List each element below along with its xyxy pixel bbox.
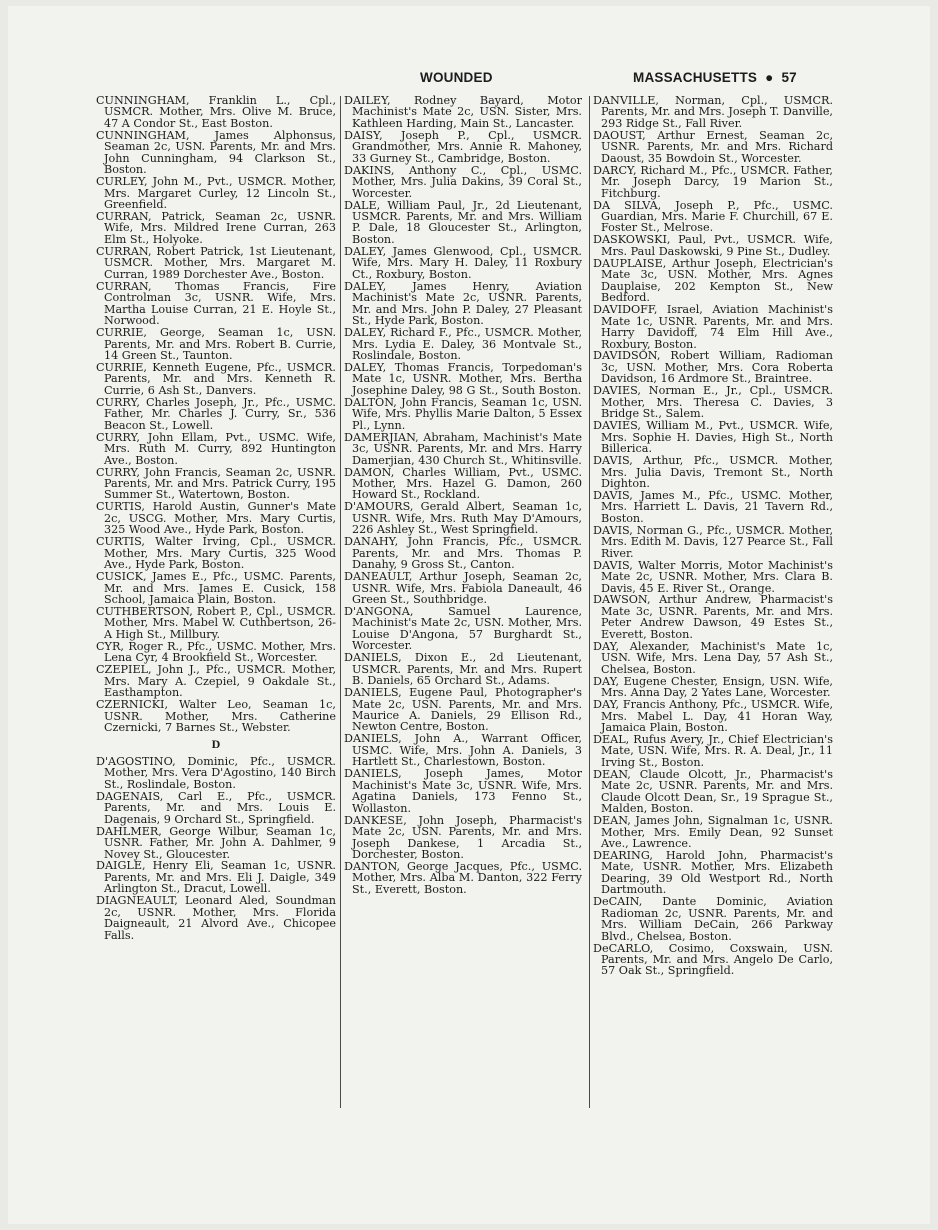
casualty-entry: CURRY, Charles Joseph, Jr., Pfc., USMC. Father, Mr. Charles J. Curry, Sr., 536 Beacon St., Lowell. xyxy=(96,395,336,432)
casualty-entry: DAKINS, Anthony C., Cpl., USMC. Mother, Mrs. Julia Dakins, 39 Coral St., Worcester. xyxy=(344,163,582,200)
casualty-entry: D'AMOURS, Gerald Albert, Seaman 1c, USNR. Wife, Mrs. Ruth May D'Amours, 226 Ashley St., West Springfield. xyxy=(344,500,582,537)
casualty-entry: CUNNINGHAM, James Alphonsus, Seaman 2c, USN. Parents, Mr. and Mrs. John Cunningham, 94 Clarkson St., Boston. xyxy=(96,128,336,177)
casualty-entry: CURTIS, Walter Irving, Cpl., USMCR. Mother, Mrs. Mary Curtis, 325 Wood Ave., Hyde Park, Boston. xyxy=(96,535,336,572)
casualty-entry: DANTON, George Jacques, Pfc., USMC. Mother, Mrs. Alba M. Danton, 322 Ferry St., Everett, Boston. xyxy=(344,859,582,896)
casualty-entry: DASKOWSKI, Paul, Pvt., USMCR. Wife, Mrs. Paul Daskowski, 9 Pine St., Dudley. xyxy=(593,233,833,258)
casualty-entry: CURRAN, Thomas Francis, Fire Controlman 3c, USNR. Wife, Mrs. Martha Louise Curran, 21 E. Hoyle St., Norwood. xyxy=(96,279,336,328)
casualty-entry: DAHLMER, George Wilbur, Seaman 1c, USNR. Father, Mr. John A. Dahlmer, 9 Novey St., Gloucester. xyxy=(96,824,336,861)
casualty-entry: DAY, Alexander, Machinist's Mate 1c, USN. Wife, Mrs. Lena Day, 57 Ash St., Chelsea, Boston. xyxy=(593,639,833,676)
casualty-entry: D'ANGONA, Samuel Laurence, Machinist's Mate 2c, USN. Mother, Mrs. Louise D'Angona, 57 Burghardt St., Worcester. xyxy=(344,604,582,653)
casualty-entry: CYR, Roger R., Pfc., USMC. Mother, Mrs. Lena Cyr, 4 Brookfield St., Worcester. xyxy=(96,639,336,665)
casualty-entry: CZERNICKI, Walter Leo, Seaman 1c, USNR. Mother, Mrs. Catherine Czernicki, 7 Barnes St., Webster. xyxy=(96,698,336,734)
casualty-entry: DANIELS, Eugene Paul, Photographer's Mate 2c, USN. Parents, Mr. and Mrs. Maurice A. Daniels, 29 Ellison Rd., Newton Centre, Boston. xyxy=(344,686,582,734)
casualty-entry: CURRY, John Francis, Seaman 2c, USNR. Parents, Mr. and Mrs. Patrick Curry, 195 Summer St., Watertown, Boston. xyxy=(96,465,336,502)
casualty-entry: DAUPLAISE, Arthur Joseph, Electrician's Mate 3c, USN. Mother, Mrs. Agnes Dauplaise, 202 Kempton St., New Bedford. xyxy=(593,256,833,305)
casualty-entry: CZEPIEL, John J., Pfc., USMCR. Mother, Mrs. Mary A. Czepiel, 9 Oakdale St., Easthampton. xyxy=(96,663,336,700)
casualty-entry: DANVILLE, Norman, Cpl., USMCR. Parents, Mr. and Mrs. Joseph T. Danville, 293 Ridge St., Fall River. xyxy=(593,94,833,130)
casualty-entry: DAGENAIS, Carl E., Pfc., USMCR. Parents, Mr. and Mrs. Louis E. Dagenais, 9 Orchard St., Springfield. xyxy=(96,789,336,826)
casualty-entry: DIAGNEAULT, Leonard Aled, Soundman 2c, USNR. Mother, Mrs. Florida Daigneault, 21 Alvord Ave., Chicopee Falls. xyxy=(96,894,336,942)
casualty-entry: DAVIES, Norman E., Jr., Cpl., USMCR. Mother, Mrs. Theresa C. Davies, 3 Bridge St., Salem. xyxy=(593,384,833,421)
state-and-page xyxy=(633,70,797,85)
casualty-entry: DEAN, Claude Olcott, Jr., Pharmacist's Mate 2c, USNR. Parents, Mr. and Mrs. Claude Olcott Dean, Sr., 19 Sprague St., Malden, Boston. xyxy=(593,767,833,816)
bullet-separator: ● xyxy=(765,70,774,85)
casualty-entry: CURRAN, Robert Patrick, 1st Lieutenant, USMCR. Mother, Mrs. Margaret M. Curran, 1989 Dorchester Ave., Boston. xyxy=(96,244,336,281)
casualty-entry: CURRIE, Kenneth Eugene, Pfc., USMCR. Parents, Mr. and Mrs. Kenneth R. Currie, 6 Ash St., Danvers. xyxy=(96,360,336,397)
casualty-entry: DEAL, Rufus Avery, Jr., Chief Electrician's Mate, USN. Wife, Mrs. R. A. Deal, Jr., 11 Irving St., Boston. xyxy=(593,732,833,769)
casualty-entry: DAY, Francis Anthony, Pfc., USMCR. Wife, Mrs. Mabel L. Day, 41 Horan Way, Jamaica Plain, Boston. xyxy=(593,698,833,734)
casualty-entry: DANIELS, Joseph James, Motor Machinist's Mate 3c, USNR. Wife, Mrs. Agatina Daniels, 173 Fenno St., Wollaston. xyxy=(344,767,582,815)
column-2 xyxy=(344,95,582,1115)
casualty-entry: DEARING, Harold John, Pharmacist's Mate, USNR. Mother, Mrs. Elizabeth Dearing, 39 Old Westport Rd., North Dartmouth. xyxy=(593,848,833,897)
casualty-entry: DAVIES, William M., Pvt., USMCR. Wife, Mrs. Sophie H. Davies, High St., North Billerica. xyxy=(593,419,833,456)
column-divider xyxy=(340,96,341,1108)
casualty-entry: DEAN, James John, Signalman 1c, USNR. Mother, Mrs. Emily Dean, 92 Sunset Ave., Lawrence. xyxy=(593,814,833,850)
casualty-entry: DA SILVA, Joseph P., Pfc., USMC. Guardian, Mrs. Marie F. Churchill, 67 E. Foster St., Melrose. xyxy=(593,198,833,235)
casualty-entry: DAY, Eugene Chester, Ensign, USN. Wife, Mrs. Anna Day, 2 Yates Lane, Worcester. xyxy=(593,674,833,700)
casualty-entry: DALEY, Thomas Francis, Torpedoman's Mate 1c, USNR. Mother, Mrs. Bertha Josephine Daley, 98 G St., South Boston. xyxy=(344,360,582,397)
casualty-entry: DeCAIN, Dante Dominic, Aviation Radioman 2c, USNR. Parents, Mr. and Mrs. William DeCain, 266 Parkway Blvd., Chelsea, Boston. xyxy=(593,895,833,943)
casualty-entry: CURRY, John Ellam, Pvt., USMC. Wife, Mrs. Ruth M. Curry, 892 Huntington Ave., Boston. xyxy=(96,430,336,467)
casualty-entry: DAMERJIAN, Abraham, Machinist's Mate 3c, USNR. Parents, Mr. and Mrs. Harry Damerjian, 430 Church St., Whitinsville. xyxy=(344,430,582,467)
casualty-entry: DALTON, John Francis, Seaman 1c, USN. Wife, Mrs. Phyllis Marie Dalton, 5 Essex Pl., Lynn. xyxy=(344,395,582,432)
casualty-entry: DAILEY, Rodney Bayard, Motor Machinist's Mate 2c, USN. Sister, Mrs. Kathleen Harding, Main St., Lancaster. xyxy=(344,94,582,130)
casualty-entry: DANEAULT, Arthur Joseph, Seaman 2c, USNR. Wife, Mrs. Fabiola Daneault, 46 Green St., Southbridge. xyxy=(344,570,582,606)
casualty-entry: DAVIS, Arthur, Pfc., USMCR. Mother, Mrs. Julia Davis, Tremont St., North Dighton. xyxy=(593,454,833,490)
column-divider xyxy=(589,96,590,1108)
casualty-entry: DALEY, James Glenwood, Cpl., USMCR. Wife, Mrs. Mary H. Daley, 11 Roxbury Ct., Roxbury, Boston. xyxy=(344,244,582,281)
column-1 xyxy=(96,95,336,1115)
section-letter: D xyxy=(211,737,221,752)
casualty-entry: CURLEY, John M., Pvt., USMCR. Mother, Mrs. Margaret Curley, 12 Lincoln St., Greenfield. xyxy=(96,175,336,212)
page-header xyxy=(0,67,938,87)
casualty-entry: DANIELS, John A., Warrant Officer, USMC. Wife, Mrs. John A. Daniels, 3 Hartlett St., Charlestown, Boston. xyxy=(344,732,582,769)
column-3 xyxy=(593,95,833,1115)
casualty-entry: DAVIDSON, Robert William, Radioman 3c, USN. Mother, Mrs. Cora Roberta Davidson, 16 Ardmore St., Braintree. xyxy=(593,349,833,386)
casualty-entry: DANKESE, John Joseph, Pharmacist's Mate 2c, USN. Parents, Mr. and Mrs. Joseph Dankese, 1 Arcadia St., Dorchester, Boston. xyxy=(344,813,582,861)
state-name: MASSACHUSETTS xyxy=(633,70,758,85)
section-title: WOUNDED xyxy=(420,70,493,85)
casualty-entry: D'AGOSTINO, Dominic, Pfc., USMCR. Mother, Mrs. Vera D'Agostino, 140 Birch St., Roslindale, Boston. xyxy=(96,754,336,791)
casualty-entry: DAVIS, Walter Morris, Motor Machinist's Mate 2c, USNR. Mother, Mrs. Clara B. Davis, 45 E. River St., Orange. xyxy=(593,558,833,595)
casualty-entry: DANAHY, John Francis, Pfc., USMCR. Parents, Mr. and Mrs. Thomas P. Danahy, 9 Gross St., Canton. xyxy=(344,535,582,572)
casualty-entry: CURRIE, George, Seaman 1c, USN. Parents, Mr. and Mrs. Robert B. Currie, 14 Green St., Taunton. xyxy=(96,326,336,362)
casualty-entry: DARCY, Richard M., Pfc., USMCR. Father, Mr. Joseph Darcy, 19 Marion St., Fitchburg. xyxy=(593,163,833,200)
casualty-entry: DALEY, Richard F., Pfc., USMCR. Mother, Mrs. Lydia E. Daley, 36 Montvale St., Roslindale, Boston. xyxy=(344,326,582,362)
casualty-entry: CURRAN, Patrick, Seaman 2c, USNR. Wife, Mrs. Mildred Irene Curran, 263 Elm St., Holyoke. xyxy=(96,210,336,246)
casualty-entry: CUSICK, James E., Pfc., USMC. Parents, Mr. and Mrs. James E. Cusick, 158 School, Jamaica Plain, Boston. xyxy=(96,570,336,606)
page-number: 57 xyxy=(781,70,797,85)
casualty-entry: DAWSON, Arthur Andrew, Pharmacist's Mate 3c, USNR. Parents, Mr. and Mrs. Peter Andrew Dawson, 49 Estes St., Everett, Boston. xyxy=(593,593,833,641)
casualty-entry: CUNNINGHAM, Franklin L., Cpl., USMCR. Mother, Mrs. Olive M. Bruce, 47 A Condor St., East Boston. xyxy=(96,94,336,130)
casualty-entry: DAVIS, James M., Pfc., USMC. Mother, Mrs. Harriett L. Davis, 21 Tavern Rd., Boston. xyxy=(593,488,833,525)
casualty-entry: DALEY, James Henry, Aviation Machinist's Mate 2c, USNR. Parents, Mr. and Mrs. John P. Daley, 27 Pleasant St., Hyde Park, Boston. xyxy=(344,279,582,328)
casualty-entry: CURTIS, Harold Austin, Gunner's Mate 2c, USCG. Mother, Mrs. Mary Curtis, 325 Wood Ave., Hyde Park, Boston. xyxy=(96,500,336,537)
casualty-entry: DAISY, Joseph P., Cpl., USMCR. Grandmother, Mrs. Annie R. Mahoney, 33 Gurney St., Cambridge, Boston. xyxy=(344,128,582,165)
casualty-entry: DAVIS, Norman G., Pfc., USMCR. Mother, Mrs. Edith M. Davis, 127 Pearce St., Fall River. xyxy=(593,523,833,560)
casualty-entry: DAOUST, Arthur Ernest, Seaman 2c, USNR. Parents, Mr. and Mrs. Richard Daoust, 35 Bowdoin St., Worcester. xyxy=(593,128,833,165)
casualty-entry: DAIGLE, Henry Eli, Seaman 1c, USNR. Parents, Mr. and Mrs. Eli J. Daigle, 349 Arlington St., Dracut, Lowell. xyxy=(96,859,336,896)
casualty-entry: DAVIDOFF, Israel, Aviation Machinist's Mate 1c, USNR. Parents, Mr. and Mrs. Harry Davidoff, 74 Elm Hill Ave., Roxbury, Boston. xyxy=(593,303,833,351)
casualty-entry: DAMON, Charles William, Pvt., USMC. Mother, Mrs. Hazel G. Damon, 260 Howard St., Rockland. xyxy=(344,465,582,502)
casualty-entry: CUTHBERTSON, Robert P., Cpl., USMCR. Mother, Mrs. Mabel W. Cuthbertson, 26-A High St., Millbury. xyxy=(96,604,336,641)
casualty-entry: DeCARLO, Cosimo, Coxswain, USN. Parents, Mr. and Mrs. Angelo De Carlo, 57 Oak St., Springfield. xyxy=(593,941,833,978)
casualty-entry: DALE, William Paul, Jr., 2d Lieutenant, USMCR. Parents, Mr. and Mrs. William P. Dale, 18 Gloucester St., Arlington, Boston. xyxy=(344,198,582,246)
casualty-entry: DANIELS, Dixon E., 2d Lieutenant, USMCR. Parents, Mr. and Mrs. Rupert B. Daniels, 65 Orchard St., Adams. xyxy=(344,651,582,688)
